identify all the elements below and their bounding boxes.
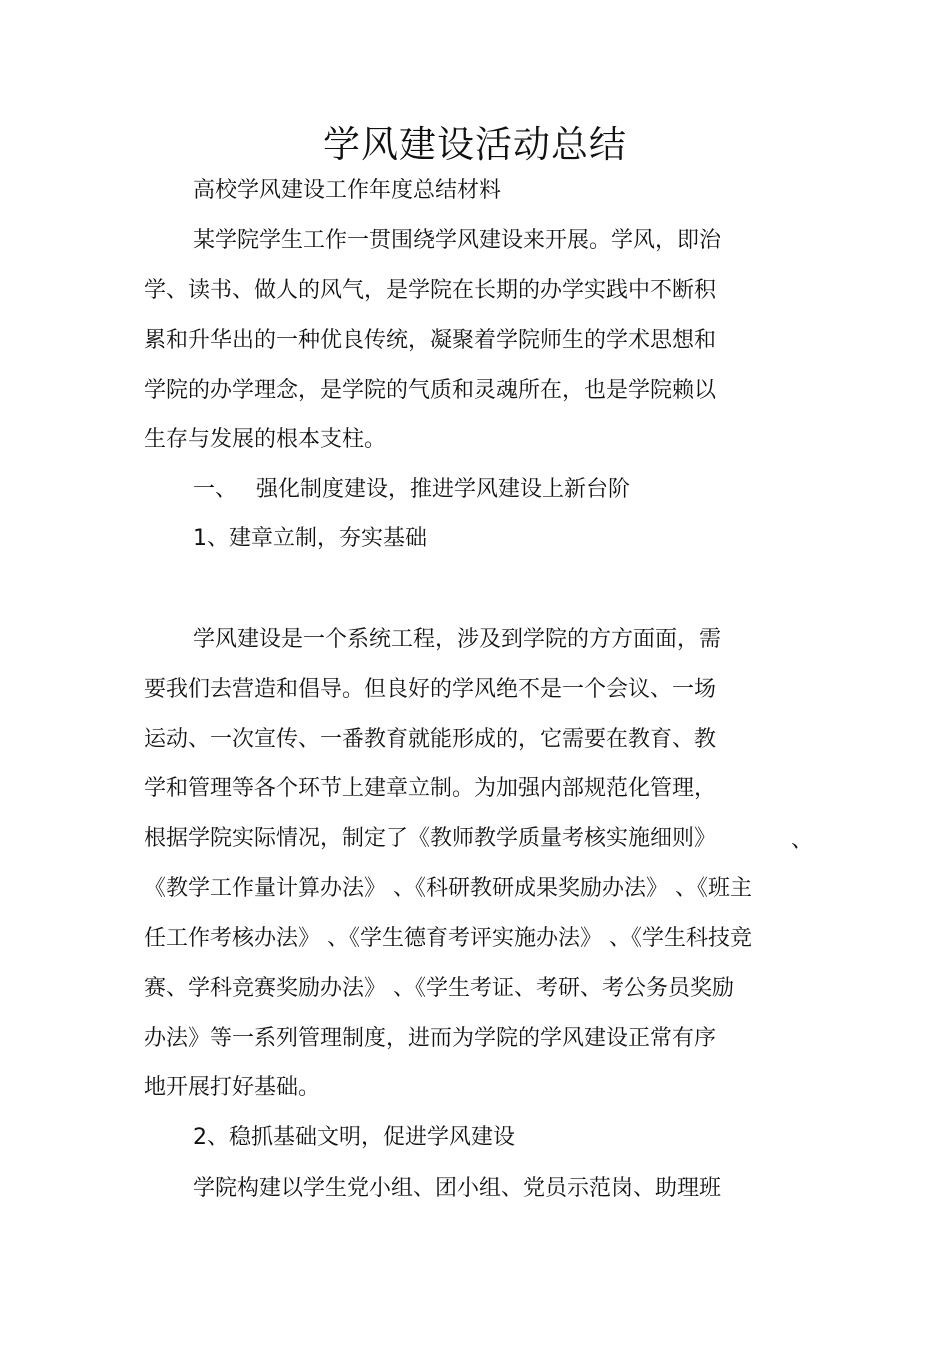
intro-line: 学院的办学理念，是学院的气质和灵魂所在，也是学院赖以 — [144, 378, 717, 403]
section-number: 一、 — [193, 477, 238, 502]
trailing-punctuation: 、 — [791, 828, 814, 853]
paragraph-line: 根据学院实际情况，制定了《教师教学质量考核实施细则》 — [144, 826, 717, 851]
paragraph-line: 赛、学科竞赛奖励办法》 、《学生考证、考研、考公务员奖励 — [144, 976, 734, 1001]
intro-line: 学、读书、做人的风气，是学院在长期的办学实践中不断积 — [144, 278, 717, 303]
subsection-heading: 2、稳抓基础文明，促进学风建设 — [193, 1125, 515, 1150]
paragraph-line: 《教学工作量计算办法》 、《科研教研成果奖励办法》 、《班主 — [144, 876, 752, 901]
paragraph-line: 学和管理等各个环节上建章立制。为加强内部规范化管理， — [144, 776, 717, 801]
subsection-heading: 1、建章立制，夯实基础 — [193, 526, 427, 551]
intro-line: 累和升华出的一种优良传统，凝聚着学院师生的学术思想和 — [144, 328, 717, 353]
paragraph-line: 学院构建以学生党小组、团小组、党员示范岗、助理班 — [193, 1176, 722, 1201]
paragraph-line: 运动、一次宣传、一番教育就能形成的，它需要在教育、教 — [144, 727, 717, 752]
paragraph-line: 地开展打好基础。 — [144, 1075, 321, 1100]
intro-line: 某学院学生工作一贯围绕学风建设来开展。学风，即治 — [193, 228, 722, 253]
paragraph-line: 要我们去营造和倡导。但良好的学风绝不是一个会议、一场 — [144, 677, 717, 702]
paragraph-line: 学风建设是一个系统工程，涉及到学院的方方面面，需 — [193, 627, 722, 652]
section-heading: 强化制度建设，推进学风建设上新台阶 — [256, 477, 631, 502]
document-subtitle: 高校学风建设工作年度总结材料 — [193, 178, 502, 203]
paragraph-line: 任工作考核办法》 、《学生德育考评实施办法》 、《学生科技竞 — [144, 926, 752, 951]
document-title: 学风建设活动总结 — [323, 123, 627, 166]
intro-line: 生存与发展的根本支柱。 — [144, 427, 387, 452]
paragraph-line: 办法》等一系列管理制度，进而为学院的学风建设正常有序 — [144, 1026, 717, 1051]
